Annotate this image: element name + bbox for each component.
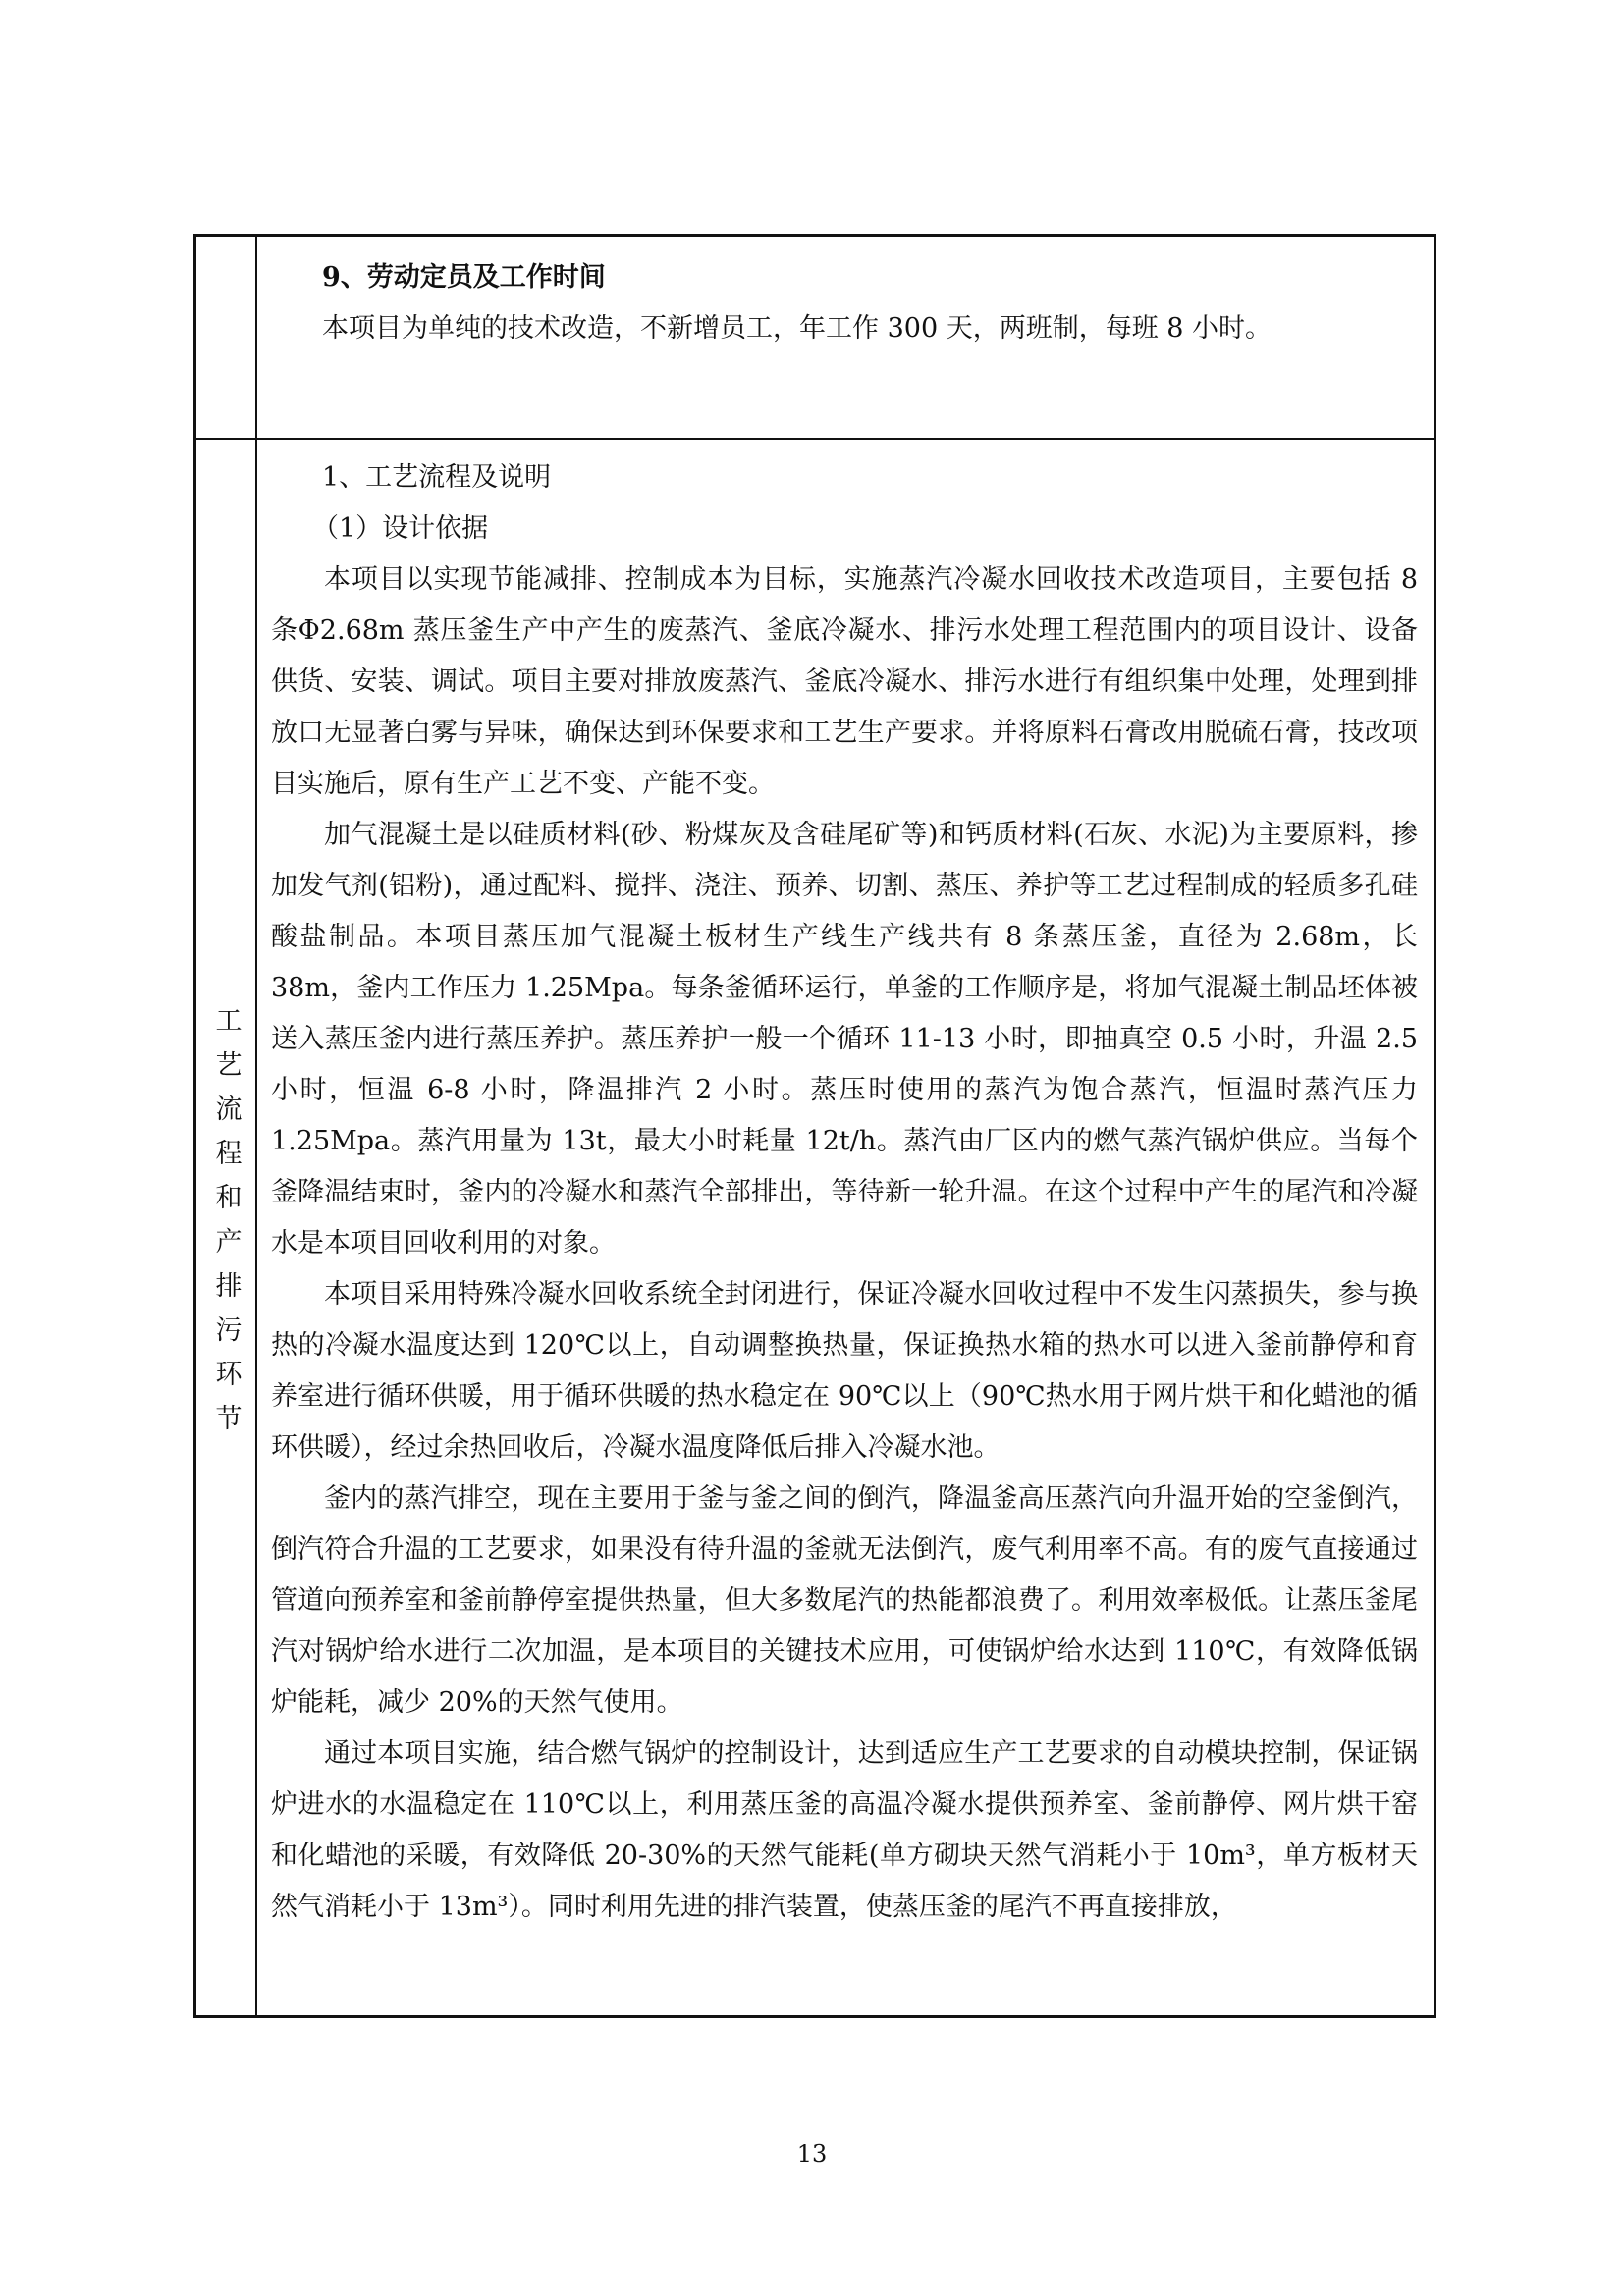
process-heading: 1、工艺流程及说明 xyxy=(322,462,552,493)
staffing-cell xyxy=(271,252,1418,354)
process-subheading: （1）设计依据 xyxy=(312,513,489,544)
staffing-text: 本项目为单纯的技术改造，不新增员工，年工作 300 天，两班制，每班 8 小时。 xyxy=(322,313,1272,344)
row-divider xyxy=(196,438,1434,440)
process-cell xyxy=(271,453,1418,1933)
row-label-text: 工艺流程和产排污环节 xyxy=(210,1005,242,1448)
paragraph: 通过本项目实施，结合燃气锅炉的控制设计，达到适应生产工艺要求的自动模块控制，保证锅炉进水的水温稳定在 110℃以上，利用蒸压釜的高温冷凝水提供预养室、釜前静停、网片烘干窑和化蜡池的采暖，有效降低 20-30%的天然气能耗(单方砌块天然气消耗小于 10m³，单方板材天然气消耗小于 13m³）。同时利用先进的排汽装置，使蒸压釜的尾汽不再直接排放， xyxy=(271,1738,1418,1922)
page-number: 13 xyxy=(796,2140,828,2167)
paragraph: 本项目采用特殊冷凝水回收系统全封闭进行，保证冷凝水回收过程中不发生闪蒸损失，参与换热的冷凝水温度达到 120℃以上，自动调整换热量，保证换热水箱的热水可以进入釜前静停和育养室进行循环供暖，用于循环供暖的热水稳定在 90℃以上（90℃热水用于网片烘干和化蜡池的循环供暖），经过余热回收后，冷凝水温度降低后排入冷凝水池。 xyxy=(271,1279,1418,1463)
paragraph: 加气混凝土是以硅质材料(砂、粉煤灰及含硅尾矿等)和钙质材料(石灰、水泥)为主要原料，掺加发气剂(铝粉)，通过配料、搅拌、浇注、预养、切割、蒸压、养护等工艺过程制成的轻质多孔硅酸盐制品。本项目蒸压加气混凝土板材生产线生产线共有 8 条蒸压釜，直径为 2.68m，长 38m，釜内工作压力 1.25Mpa。每条釜循环运行，单釜的工作顺序是，将加气混凝土制品坯体被送入蒸压釜内进行蒸压养护。蒸压养护一般一个循环 11-13 小时，即抽真空 0.5 小时，升温 2.5 小时，恒温 6-8 小时，降温排汽 2 小时。蒸压时使用的蒸汽为饱合蒸汽，恒温时蒸汽压力 1.25Mpa。蒸汽用量为 13t，最大小时耗量 12t/h。蒸汽由厂区内的燃气蒸汽锅炉供应。当每个釜降温结束时，釜内的冷凝水和蒸汽全部排出，等待新一轮升温。在这个过程中产生的尾汽和冷凝水是本项目回收利用的对象。 xyxy=(271,820,1418,1258)
paragraph: 釜内的蒸汽排空，现在主要用于釜与釜之间的倒汽，降温釜高压蒸汽向升温开始的空釜倒汽，倒汽符合升温的工艺要求，如果没有待升温的釜就无法倒汽，废气利用率不高。有的废气直接通过管道向预养室和釜前静停室提供热量，但大多数尾汽的热能都浪费了。利用效率极低。让蒸压釜尾汽对锅炉给水进行二次加温，是本项目的关键技术应用，可使锅炉给水达到 110℃，有效降低锅炉能耗，减少 20%的天然气使用。 xyxy=(271,1483,1418,1718)
content-table xyxy=(193,234,1436,2018)
column-divider xyxy=(255,237,257,2015)
row-label xyxy=(196,438,255,2015)
section-heading-staffing: 9、劳动定员及工作时间 xyxy=(322,262,606,293)
paragraph: 本项目以实现节能减排、控制成本为目标，实施蒸汽冷凝水回收技术改造项目，主要包括 8 条Φ2.68m 蒸压釜生产中产生的废蒸汽、釜底冷凝水、排污水处理工程范围内的项目设计、设备供货、安装、调试。项目主要对排放废蒸汽、釜底冷凝水、排污水进行有组织集中处理，处理到排放口无显著白雾与异味，确保达到环保要求和工艺生产要求。并将原料石膏改用脱硫石膏，技改项目实施后，原有生产工艺不变、产能不变。 xyxy=(271,564,1418,799)
